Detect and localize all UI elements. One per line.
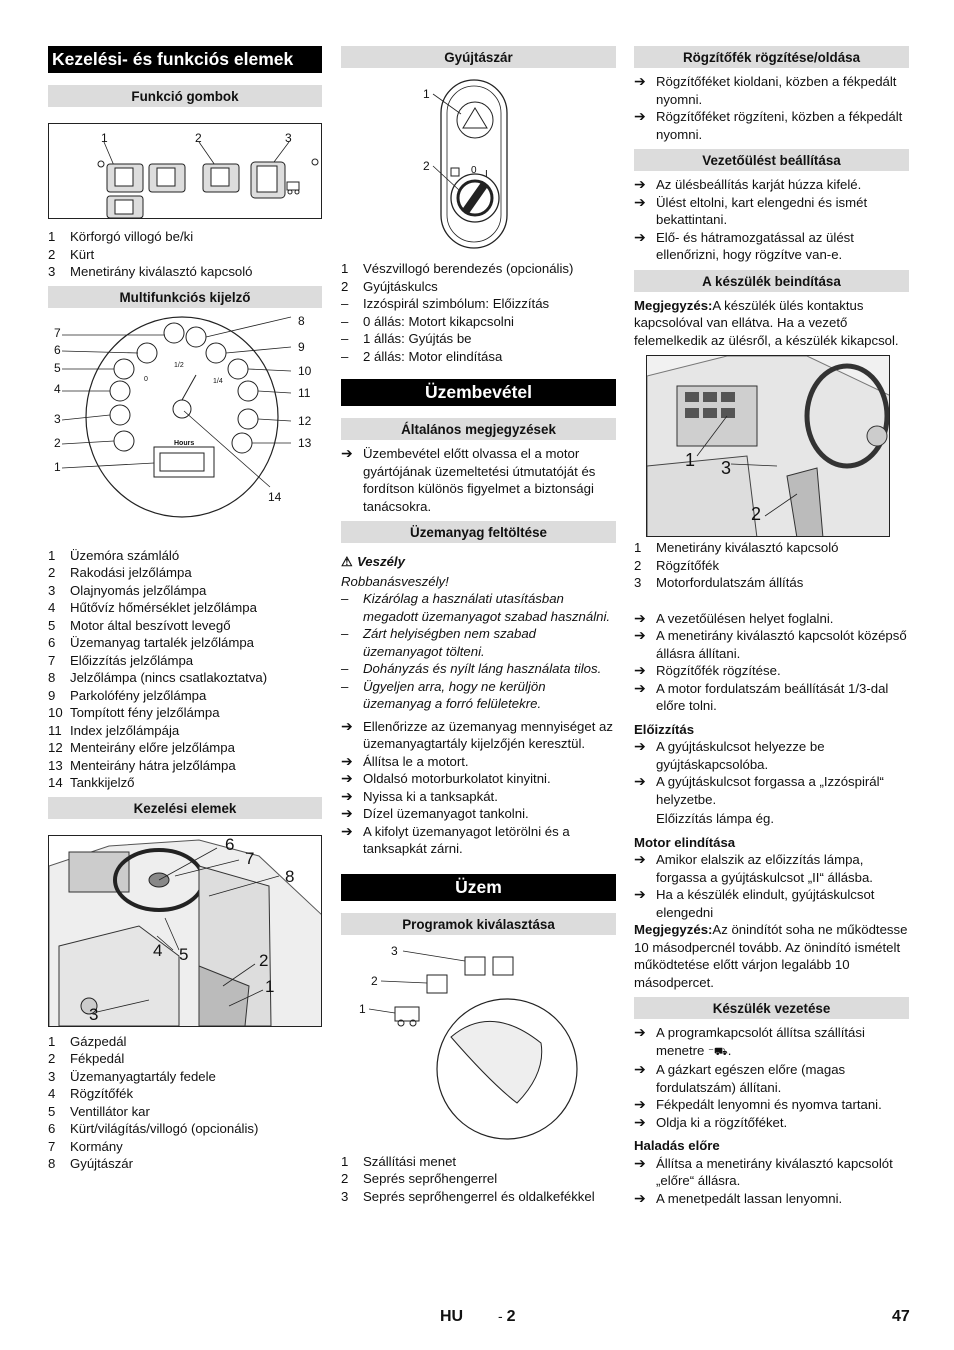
- section-title-multifunction-display: Multifunkciós kijelző: [48, 286, 322, 308]
- figure-label-2: 2: [195, 131, 202, 145]
- arrow-icon: ➔: [341, 770, 353, 786]
- list-item: 6 Üzemanyag tartalék jelzőlámpa: [48, 635, 254, 650]
- danger-heading: ⚠ Veszély: [341, 554, 405, 569]
- parking-brake-steps: [634, 73, 909, 143]
- list-item: 2 Rakodási jelzőlámpa: [48, 565, 192, 580]
- arrow-icon: ➔: [634, 1024, 646, 1040]
- list-item: ➔ Oldalsó motorburkolatot kinyitni.: [341, 770, 551, 786]
- arrow-icon: ➔: [634, 1154, 646, 1171]
- section-title-refuel: Üzemanyag feltöltése: [341, 521, 616, 543]
- list-item: ➔ Rögzítőféket rögzíteni, közben a fékpedált nyomni.: [634, 108, 903, 142]
- list-item: 3 Seprés seprőhengerrel és oldalkefékkel: [341, 1188, 595, 1204]
- multifunction-display-legend: [48, 547, 322, 792]
- list-item: – 1 állás: Gyújtás be: [341, 331, 472, 346]
- arrow-icon: ➔: [634, 1096, 646, 1112]
- figure-label-1: 1: [265, 976, 275, 996]
- refuel-steps: [341, 718, 616, 858]
- column-2: [341, 46, 616, 1210]
- chapter-title-operation: Üzem: [341, 874, 616, 901]
- list-item: 8 Gyújtászár: [48, 1156, 134, 1171]
- note-paragraph: Megjegyzés:A készülék ülés kontaktus kapcsolóval van ellátva. Ha a vezető felemelkedik az ülésről, a készülék kikapcsol.: [634, 297, 899, 348]
- figure-label-3: 3: [391, 943, 398, 958]
- list-item: 3 Üzemanyagtartály fedele: [48, 1068, 216, 1084]
- list-item: ➔ Ülést eltolni, kart elengedni és ismét bekattintani.: [634, 193, 868, 227]
- arrow-icon: ➔: [634, 662, 646, 678]
- controls-figure: [48, 835, 322, 1027]
- list-item: – Dohányzás és nyílt láng használata tilos.: [341, 661, 602, 676]
- figure-label-2: 2: [54, 435, 61, 450]
- figure-label-8: 8: [298, 313, 305, 328]
- list-item: 5 Motor által beszívott levegő: [48, 617, 231, 633]
- list-item: ➔ A menetpedált lassan lenyomni.: [634, 1189, 843, 1206]
- program-selection-legend: [341, 1153, 616, 1206]
- list-item: ➔ Dízel üzemanyagot tankolni.: [341, 805, 529, 821]
- driving-steps: [634, 1024, 909, 1131]
- list-item: ➔ Állítsa a menetirány kiválasztó kapcsolót „előre“ állásra.: [634, 1154, 893, 1188]
- list-item: ➔ Ha a készülék elindult, gyújtáskulcsot elengedni: [634, 886, 875, 920]
- danger-subtitle: Robbanásveszély!: [341, 573, 449, 589]
- program-selection-figure: [341, 943, 616, 1147]
- list-item: 1 Üzemóra számláló: [48, 547, 180, 563]
- list-item: ➔ Amikor elalszik az előizzítás lámpa, forgassa a gyújtáskulcsot „II“ állásba.: [634, 851, 873, 885]
- figure-label-12: 12: [298, 413, 312, 428]
- list-item: ➔ Rögzítőfék rögzítése.: [634, 662, 781, 678]
- list-item: 3 Motorfordulatszám állítás: [634, 575, 804, 590]
- figure-label-1: 1: [101, 131, 108, 145]
- list-item: – 0 állás: Motort kikapcsolni: [341, 313, 514, 329]
- list-item: ➔ A vezetőülésen helyet foglalni.: [634, 609, 834, 626]
- list-item: ➔ Nyissa ki a tanksapkát.: [341, 787, 498, 804]
- list-item: ➔ Rögzítőféket kioldani, közben a fékpedált nyomni.: [634, 73, 897, 107]
- arrow-icon: ➔: [634, 851, 646, 867]
- note-paragraph-2: Megjegyzés:Az önindítót soha ne működtesse 10 másodpercnél tovább. Az önindító ismételt működtetése előtt várjon legalább 10 másodpercet.: [634, 922, 908, 990]
- ignition-positions-list: [341, 295, 616, 365]
- list-item: 13 Menteirány hátra jelzőlámpa: [48, 757, 236, 773]
- figure-label-5: 5: [179, 944, 189, 964]
- figure-label-3: 3: [54, 411, 61, 426]
- list-item: – Ügyeljen arra, hogy ne kerüljön üzemanyag a forró felületekre.: [341, 678, 546, 711]
- arrow-icon: ➔: [634, 738, 646, 754]
- list-item: 2 Fékpedál: [48, 1051, 125, 1066]
- arrow-icon: ➔: [634, 609, 646, 626]
- figure-label-4: 4: [54, 381, 61, 396]
- arrow-icon: ➔: [634, 228, 646, 245]
- list-item: 1 Körforgó villogó be/ki: [48, 229, 194, 244]
- list-item: 2 Rögzítőfék: [634, 557, 720, 573]
- figure-label-3: 3: [721, 458, 732, 478]
- forward-heading: Haladás előre: [634, 1138, 720, 1153]
- footer-subpage: - 2: [498, 1308, 516, 1325]
- figure-label-8: 8: [285, 866, 295, 886]
- arrow-icon: ➔: [341, 445, 353, 461]
- arrow-icon: ➔: [634, 1189, 646, 1206]
- list-item: ➔ Fékpedált lenyomni és nyomva tartani.: [634, 1096, 882, 1112]
- column-1: [48, 46, 322, 1178]
- list-item: ➔ A gyújtáskulcsot forgassa a „Izzóspirál“ helyzetbe.: [634, 773, 884, 807]
- danger-list: [341, 590, 616, 713]
- figure-label-11: 11: [298, 385, 311, 400]
- figure-label-1: 1: [423, 87, 430, 101]
- transport-mode-icon: ⁻⛟: [708, 1045, 728, 1058]
- list-item: ➔ Elő- és hátramozgatással az ülést ellenőrizni, hogy rögzítve van-e.: [634, 228, 854, 262]
- list-item: ➔ Ellenőrizze az üzemanyag mennyiséget az üzemanyagtartály kijelzőjén keresztül.: [341, 717, 613, 751]
- list-item: 2 Seprés seprőhengerrel: [341, 1171, 498, 1186]
- preheat-steps: [634, 738, 909, 808]
- column-3: [634, 46, 909, 1213]
- section-title-seat-adjust: Vezetőülést beállítása: [634, 149, 909, 171]
- seat-adjust-steps: [634, 176, 909, 264]
- figure-label-10: 10: [298, 363, 312, 378]
- figure-label-6: 6: [54, 342, 61, 357]
- figure-label-1: 1: [54, 459, 61, 474]
- list-item: 5 Ventillátor kar: [48, 1103, 150, 1119]
- arrow-icon: ➔: [634, 108, 646, 124]
- ignition-figure: [341, 74, 616, 254]
- list-item: 2 Kürt: [48, 246, 95, 262]
- list-item: 1 Vészvillogó berendezés (opcionális): [341, 261, 574, 276]
- start-machine-figure: [646, 355, 890, 537]
- list-item: 6 Kürt/világítás/villogó (opcionális): [48, 1121, 259, 1136]
- general-notes-list: [341, 445, 616, 515]
- list-item: ➔ Üzembevétel előtt olvassa el a motor gyártójának üzemeltetési útmutatóját és fordítson különös figyelmet a biztonsági tanácsokra.: [341, 445, 596, 514]
- list-item: 14 Tankkijelző: [48, 775, 135, 790]
- figure-label-1: 1: [685, 450, 696, 470]
- start-machine-legend: [634, 539, 909, 592]
- arrow-icon: ➔: [634, 627, 646, 643]
- list-item: 8 Jelzőlámpa (nincs csatlakoztatva): [48, 670, 268, 685]
- page-number: 47: [892, 1308, 910, 1325]
- section-title-general-notes: Általános megjegyzések: [341, 418, 616, 440]
- list-item: ➔ A gyújtáskulcsot helyezze be gyújtáskapcsolóba.: [634, 738, 825, 772]
- hours-label: Hours: [174, 439, 195, 447]
- list-item: 7 Előizzítás jelzőlámpa: [48, 652, 194, 668]
- arrow-icon: ➔: [341, 787, 353, 804]
- list-item: ➔ A gázkart egészen előre (magas fordulatszám) állítani.: [634, 1061, 846, 1095]
- arrow-icon: ➔: [634, 193, 646, 210]
- figure-label-4: 4: [153, 940, 163, 960]
- figure-label-9: 9: [298, 339, 305, 354]
- list-item: 10 Tompított fény jelzőlámpa: [48, 705, 220, 720]
- list-item: 1 Szállítási menet: [341, 1153, 457, 1169]
- list-item: ➔ A menetirány kiválasztó kapcsolót középső állásra állítani.: [634, 627, 907, 661]
- list-item: 11 Index jelzőlámpája: [48, 722, 180, 738]
- arrow-icon: ➔: [341, 717, 353, 734]
- figure-label-2: 2: [423, 159, 430, 173]
- figure-label-2: 2: [259, 950, 269, 970]
- multifunction-display-figure: [48, 313, 322, 541]
- figure-label-7: 7: [54, 325, 61, 340]
- start-steps: [634, 610, 909, 715]
- list-item: 12 Menteirány előre jelzőlámpa: [48, 740, 235, 755]
- gauge-quarter-mark: 1/4: [213, 377, 223, 385]
- list-item: ➔ A motor fordulatszám beállítását 1/3-dal előre tolni.: [634, 679, 889, 713]
- list-item: 2 Gyújtáskulcs: [341, 278, 438, 294]
- preheat-heading: Előizzítás: [634, 721, 695, 737]
- engine-start-steps: [634, 851, 909, 921]
- figure-label-13: 13: [298, 435, 312, 450]
- list-item: 3 Menetirány kiválasztó kapcsoló: [48, 264, 253, 279]
- warning-triangle-icon: ⚠: [341, 554, 353, 569]
- forward-steps: [634, 1155, 909, 1208]
- ignition-position-0: 0: [471, 165, 477, 176]
- list-item: 4 Hűtővíz hőmérséklet jelzőlámpa: [48, 600, 257, 615]
- gauge-half-mark: 1/2: [174, 361, 184, 369]
- function-buttons-legend: [48, 228, 322, 281]
- figure-label-2: 2: [371, 973, 378, 988]
- function-buttons-figure: [48, 123, 322, 219]
- figure-label-14: 14: [268, 489, 282, 504]
- figure-label-3: 3: [285, 131, 292, 145]
- list-item: ➔ A programkapcsolót állítsa szállítási menetre ⁻⛟.: [634, 1024, 909, 1061]
- section-title-parking-brake: Rögzítőfék rögzítése/oldása: [634, 46, 909, 68]
- ignition-position-1: I: [485, 169, 488, 180]
- figure-label-2: 2: [751, 504, 762, 524]
- section-title-start-machine: A készülék beindítása: [634, 270, 909, 292]
- list-item: – Izzóspirál szimbólum: Előizzítás: [341, 296, 550, 311]
- list-item: ➔ Oldja ki a rögzítőféket.: [634, 1113, 788, 1130]
- section-title-controls: Kezelési elemek: [48, 797, 322, 819]
- chapter-title: Kezelési- és funkciós elemek: [48, 46, 322, 73]
- engine-start-heading: Motor elindítása: [634, 834, 736, 850]
- section-title-program-selection: Programok kiválasztása: [341, 913, 616, 935]
- arrow-icon: ➔: [634, 1113, 646, 1130]
- figure-label-3: 3: [89, 1004, 99, 1024]
- ignition-legend: [341, 260, 616, 295]
- gauge-zero-mark: 0: [144, 375, 148, 383]
- list-item: 3 Olajnyomás jelzőlámpa: [48, 582, 207, 598]
- list-item: 1 Menetirány kiválasztó kapcsoló: [634, 540, 839, 555]
- section-title-driving: Készülék vezetése: [634, 997, 909, 1019]
- figure-label-5: 5: [54, 360, 61, 375]
- arrow-icon: ➔: [634, 176, 646, 192]
- arrow-icon: ➔: [634, 886, 646, 902]
- arrow-icon: ➔: [634, 773, 646, 789]
- list-item: 9 Parkolófény jelzőlámpa: [48, 687, 207, 703]
- arrow-icon: ➔: [634, 73, 646, 89]
- list-item: ➔ Állítsa le a motort.: [341, 752, 469, 769]
- arrow-icon: ➔: [341, 752, 353, 769]
- list-item: – Zárt helyiségben nem szabad üzemanyagot tölteni.: [341, 626, 537, 659]
- arrow-icon: ➔: [634, 1061, 646, 1077]
- list-item: 1 Gázpedál: [48, 1033, 127, 1049]
- chapter-title-commissioning: Üzembevétel: [341, 379, 616, 406]
- preheat-note: Előizzítás lámpa ég.: [656, 811, 775, 826]
- arrow-icon: ➔: [341, 822, 353, 839]
- section-title-function-buttons: Funkció gombok: [48, 85, 322, 107]
- section-title-ignition: Gyújtászár: [341, 46, 616, 68]
- list-item: 7 Kormány: [48, 1138, 123, 1154]
- list-item: 4 Rögzítőfék: [48, 1086, 134, 1101]
- list-item: ➔ A kifolyt üzemanyagot letörölni és a tanksapkát zárni.: [341, 822, 570, 856]
- footer-language: HU: [440, 1308, 464, 1325]
- list-item: ➔ Az ülésbeállítás karját húzza kifelé.: [634, 176, 862, 192]
- figure-label-1: 1: [359, 1001, 366, 1016]
- list-item: – Kizárólag a használati utasításban megadott üzemanyagot szabad használni.: [341, 591, 611, 624]
- figure-label-7: 7: [245, 848, 255, 868]
- arrow-icon: ➔: [341, 805, 353, 821]
- arrow-icon: ➔: [634, 679, 646, 696]
- figure-label-6: 6: [225, 834, 235, 854]
- controls-legend: [48, 1033, 322, 1173]
- list-item: – 2 állás: Motor elindítása: [341, 348, 503, 364]
